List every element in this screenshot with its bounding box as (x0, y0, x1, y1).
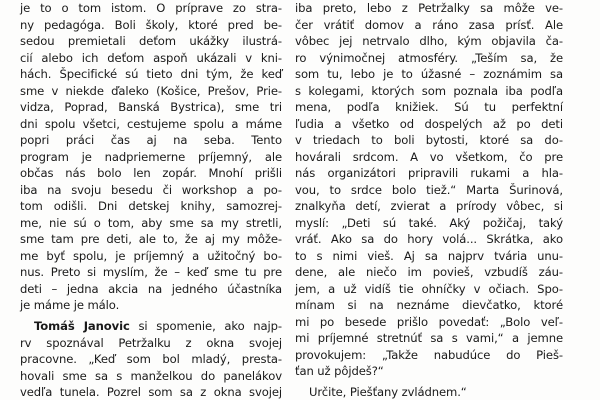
text-line: dni spolu všetci, cestujeme spolu a máme (20, 116, 282, 131)
text-line: iba na svoju besedu či workshop a po- (20, 182, 282, 197)
text-line: tom odišli. Dni detskej knihy, samozrej- (20, 199, 282, 213)
text-line: s kolegami, ktorých som poznala iba podľa (295, 83, 563, 98)
text-line: vedľa tunela. Pozrel som sa z okna svojej (20, 385, 282, 399)
text-line: ny pedagóga. Boli školy, ktoré pred be- (20, 17, 282, 32)
text-line: je máme je málo. (20, 298, 120, 312)
text-line: me byť spolu, je príjemný a užitočný bo- (20, 248, 282, 263)
text-line: myslí: „Deti sú také. Aký požičaj, taký (295, 215, 563, 230)
text-line: jem, a už vidíš tie ohníčky v očiach. Spo- (295, 281, 563, 296)
text-line: program je nadpriemerne príjemný, ale (20, 149, 282, 164)
text-line: cií alebo ich deťom aspoň ukázali v kni- (20, 50, 282, 65)
text-line: vôbec jej netrvalo dlho, kým objavila ča- (295, 34, 563, 48)
text-line: me, nie sú o tom, aby sme sa my stretli, (20, 215, 282, 230)
text-line: to s nimi vieš. Aj sa najprv tvária unu- (295, 248, 563, 263)
text-line: sme v niekde ďaleko (Košice, Prešov, Prie- (20, 83, 282, 98)
text-line: čer vrátiť domov a ráno zasa prísť. Ale (295, 17, 563, 32)
text-line: sedou premietali deťom ukážky ilustrá- (20, 34, 282, 48)
text-line: vráť. Ako sa do hory volá... Skrátka, ako (295, 232, 563, 246)
text-line: sme tam pre deti, ale to, že aj my môže- (20, 232, 282, 246)
text-line: nus. Preto si myslím, že – keď sme tu pre (20, 265, 282, 279)
text-line: mi po besede prišlo povedať: „Bolo veľ- (295, 314, 563, 329)
text-line: provokujem: „Takže nabudúce do Pieš- (295, 347, 563, 362)
text-line: ľudia a všetko od dospelých až po deti (295, 116, 563, 131)
lead-rest: si spomenie, ako najp- (129, 319, 282, 333)
text-line: rv spoznával Petržalku z okna svojej (20, 335, 282, 350)
text-line: som tu, lebo je to úžasné – zoznámim sa (295, 67, 563, 81)
text-line: mena, podľa knižiek. Sú tu perfektní (295, 100, 563, 114)
text-line: vou, to srdce bolo tiež.“ Marta Šurinová, (295, 182, 563, 197)
text-line: iba preto, lebo z Petržalky sa môže ve- (295, 1, 563, 15)
text-line: znalkyňa detí, zvierat a prírody vôbec, si (295, 199, 563, 213)
text-line: občas nás bolo len zopár. Mnohí prišli (20, 166, 282, 180)
text-line-lead (20, 318, 282, 335)
text-line: popri práci čas aj na seba. Tento (20, 133, 282, 147)
text-line: deti – jedna akcia na jedného účastníka (20, 281, 282, 296)
text-line: je to o tom istom. O príprave zo stra- (20, 1, 282, 15)
text-line: Určite, Piešťany zvládnem.“ (309, 385, 467, 399)
text-line: mínam si na neznáme dievčatko, ktoré (295, 298, 563, 312)
text-line: pracovne. „Keď som bol mladý, presta- (20, 352, 282, 366)
text-line: mi príjemné stretnúť sa s vami,“ a jemne (295, 331, 563, 345)
text-line: hách. Špecifické sú tieto dni tým, že keď (20, 67, 282, 81)
text-line: ro výnimočnej atmosféry. „Teším sa, že (295, 50, 563, 65)
text-line: dene, ale niečo im povieš, vzbudíš záu- (295, 265, 563, 279)
text-line: hovali sme sa s manželkou do panelákov (20, 368, 282, 383)
text-line: hovárali srdcom. A vo všetkom, čo pre (295, 149, 563, 164)
person-name: Tomáš Janovic (34, 319, 130, 333)
text-line: nás organizátori pripravili rukami a hla- (295, 166, 563, 180)
text-line: v triedach to boli bytosti, ktoré sa do- (295, 133, 563, 147)
text-line: ťan už pôjdeš?“ (295, 364, 384, 378)
text-line: vidza, Poprad, Banská Bystrica), sme tri (20, 100, 282, 114)
